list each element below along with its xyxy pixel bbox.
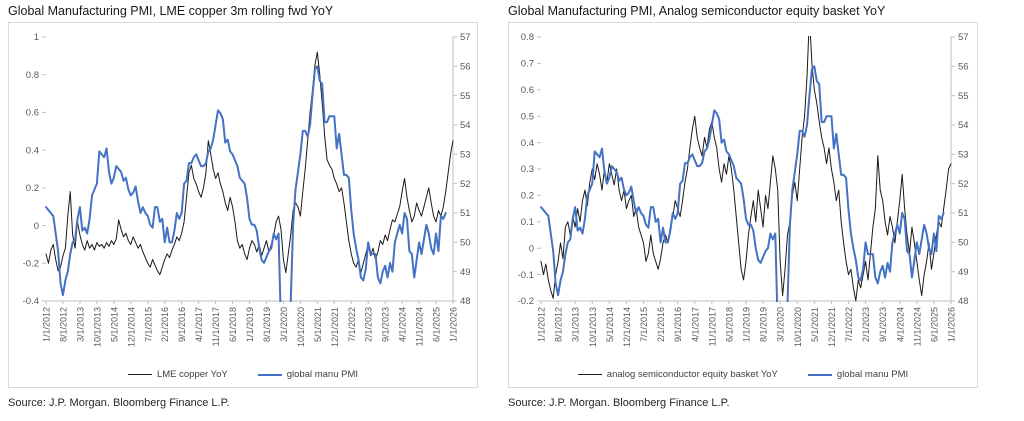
- svg-text:0.6: 0.6: [25, 107, 39, 119]
- svg-text:4/1/2024: 4/1/2024: [895, 307, 906, 343]
- svg-text:1/1/2012: 1/1/2012: [41, 307, 52, 343]
- svg-text:9/1/2016: 9/1/2016: [177, 307, 188, 343]
- svg-text:0.6: 0.6: [520, 85, 534, 96]
- svg-text:6/1/2025: 6/1/2025: [929, 307, 940, 343]
- chart-box-copper: [8, 22, 478, 388]
- source-line-left: Source: J.P. Morgan. Bloomberg Finance L.P.: [8, 397, 230, 409]
- chart-title-analog: Global Manufacturing PMI, Analog semiconductor equity basket YoY: [508, 4, 886, 18]
- svg-text:10/1/2020: 10/1/2020: [792, 307, 803, 348]
- svg-text:12/1/2021: 12/1/2021: [826, 307, 837, 348]
- svg-text:8/1/2019: 8/1/2019: [758, 307, 769, 343]
- svg-text:5/1/2014: 5/1/2014: [604, 307, 615, 343]
- svg-text:3/1/2013: 3/1/2013: [570, 307, 581, 343]
- svg-text:0.7: 0.7: [520, 58, 534, 70]
- svg-text:9/1/2023: 9/1/2023: [878, 307, 889, 343]
- svg-text:3/1/2020: 3/1/2020: [775, 307, 786, 343]
- svg-text:1/1/2019: 1/1/2019: [245, 307, 255, 343]
- legend-label-analog: analog semiconductor equity basket YoY: [606, 369, 778, 380]
- svg-text:5/1/2021: 5/1/2021: [312, 307, 323, 343]
- legend-label-pmi2: global manu PMI: [836, 369, 909, 380]
- svg-text:4/1/2017: 4/1/2017: [690, 307, 701, 343]
- svg-text:48: 48: [958, 296, 969, 308]
- svg-text:12/1/2021: 12/1/2021: [329, 307, 340, 348]
- svg-text:3/1/2013: 3/1/2013: [75, 307, 86, 343]
- svg-text:0.5: 0.5: [520, 111, 534, 123]
- chart-block-analog: [508, 3, 978, 409]
- right-axis: [453, 32, 471, 307]
- svg-text:0.3: 0.3: [520, 164, 534, 176]
- svg-text:11/1/2017: 11/1/2017: [707, 307, 718, 347]
- svg-text:12/1/2014: 12/1/2014: [621, 307, 632, 348]
- svg-text:1/1/2012: 1/1/2012: [536, 307, 547, 343]
- chart-block-copper: [8, 3, 478, 409]
- svg-text:5/1/2014: 5/1/2014: [109, 307, 120, 343]
- svg-text:9/1/2023: 9/1/2023: [380, 307, 391, 343]
- svg-text:11/1/2017: 11/1/2017: [211, 307, 222, 347]
- svg-text:0.2: 0.2: [25, 183, 39, 195]
- svg-text:7/1/2015: 7/1/2015: [143, 307, 154, 343]
- source-line-right: Source: J.P. Morgan. Bloomberg Finance L.P.: [508, 397, 730, 409]
- svg-text:8/1/2012: 8/1/2012: [553, 307, 564, 343]
- svg-text:53: 53: [460, 149, 471, 161]
- svg-text:52: 52: [460, 178, 471, 190]
- svg-text:54: 54: [460, 120, 471, 132]
- svg-text:-0.1: -0.1: [517, 269, 534, 281]
- svg-text:51: 51: [958, 208, 969, 220]
- x-axis: [537, 301, 957, 347]
- series-line-asset: [46, 52, 453, 275]
- chart-title-copper: Global Manufacturing PMI, LME copper 3m rolling fwd YoY: [8, 4, 334, 18]
- x-axis: [42, 301, 459, 347]
- svg-text:0.1: 0.1: [520, 217, 534, 228]
- chart-box-analog: [508, 22, 978, 388]
- svg-text:-0.4: -0.4: [22, 296, 39, 308]
- svg-text:5/1/2021: 5/1/2021: [809, 307, 820, 343]
- svg-text:10/1/2013: 10/1/2013: [92, 307, 103, 348]
- svg-text:7/1/2022: 7/1/2022: [844, 307, 854, 343]
- svg-text:4/1/2024: 4/1/2024: [397, 307, 408, 343]
- svg-text:1: 1: [33, 32, 39, 44]
- svg-text:2/1/2016: 2/1/2016: [656, 307, 667, 343]
- left-axis: [23, 32, 46, 307]
- svg-text:11/1/2024: 11/1/2024: [912, 307, 923, 347]
- svg-text:51: 51: [460, 208, 471, 220]
- svg-text:0.8: 0.8: [25, 69, 39, 81]
- svg-text:50: 50: [958, 237, 969, 249]
- svg-text:8/1/2012: 8/1/2012: [58, 307, 69, 343]
- svg-text:4/1/2017: 4/1/2017: [194, 307, 205, 343]
- svg-text:-0.2: -0.2: [517, 296, 534, 308]
- svg-text:49: 49: [958, 266, 969, 278]
- svg-text:2/1/2016: 2/1/2016: [160, 307, 171, 343]
- legend-label-copper: LME copper YoY: [156, 369, 228, 380]
- svg-text:1/1/2019: 1/1/2019: [741, 307, 752, 343]
- svg-text:57: 57: [958, 32, 969, 44]
- svg-text:8/1/2019: 8/1/2019: [261, 307, 272, 343]
- svg-text:52: 52: [958, 178, 969, 190]
- svg-text:56: 56: [460, 61, 471, 73]
- svg-text:7/1/2022: 7/1/2022: [346, 307, 357, 343]
- svg-text:9/1/2016: 9/1/2016: [673, 307, 684, 343]
- svg-text:0.2: 0.2: [520, 190, 534, 202]
- svg-text:2/1/2023: 2/1/2023: [363, 307, 374, 343]
- legend-label-pmi: global manu PMI: [286, 369, 359, 380]
- svg-text:0.8: 0.8: [520, 32, 534, 44]
- svg-text:0.4: 0.4: [520, 137, 534, 149]
- svg-text:6/1/2018: 6/1/2018: [724, 307, 735, 343]
- right-axis: [951, 32, 969, 307]
- svg-text:57: 57: [460, 32, 471, 44]
- svg-text:48: 48: [460, 296, 471, 308]
- svg-text:55: 55: [460, 90, 471, 102]
- svg-text:1/1/2026: 1/1/2026: [448, 307, 459, 343]
- left-axis: [518, 32, 541, 307]
- svg-text:10/1/2013: 10/1/2013: [587, 307, 598, 348]
- svg-text:6/1/2025: 6/1/2025: [431, 307, 442, 343]
- svg-text:7/1/2015: 7/1/2015: [639, 307, 649, 343]
- svg-text:1/1/2026: 1/1/2026: [946, 307, 957, 343]
- svg-text:55: 55: [958, 90, 969, 102]
- svg-text:56: 56: [958, 61, 969, 73]
- svg-text:49: 49: [460, 266, 471, 278]
- svg-text:-0.2: -0.2: [22, 258, 39, 270]
- svg-text:50: 50: [460, 237, 471, 249]
- analog-pmi-chart-canvas: [509, 23, 977, 387]
- svg-text:53: 53: [958, 149, 969, 161]
- svg-text:10/1/2020: 10/1/2020: [295, 307, 306, 348]
- svg-text:12/1/2014: 12/1/2014: [126, 307, 137, 348]
- svg-text:3/1/2020: 3/1/2020: [278, 307, 289, 343]
- svg-text:0.4: 0.4: [25, 145, 39, 157]
- svg-text:54: 54: [958, 120, 969, 132]
- svg-text:0: 0: [33, 220, 39, 232]
- svg-text:6/1/2018: 6/1/2018: [228, 307, 239, 343]
- svg-text:11/1/2024: 11/1/2024: [414, 307, 425, 347]
- copper-pmi-chart-canvas: [9, 23, 477, 387]
- svg-text:2/1/2023: 2/1/2023: [861, 307, 872, 343]
- svg-text:0: 0: [528, 243, 534, 255]
